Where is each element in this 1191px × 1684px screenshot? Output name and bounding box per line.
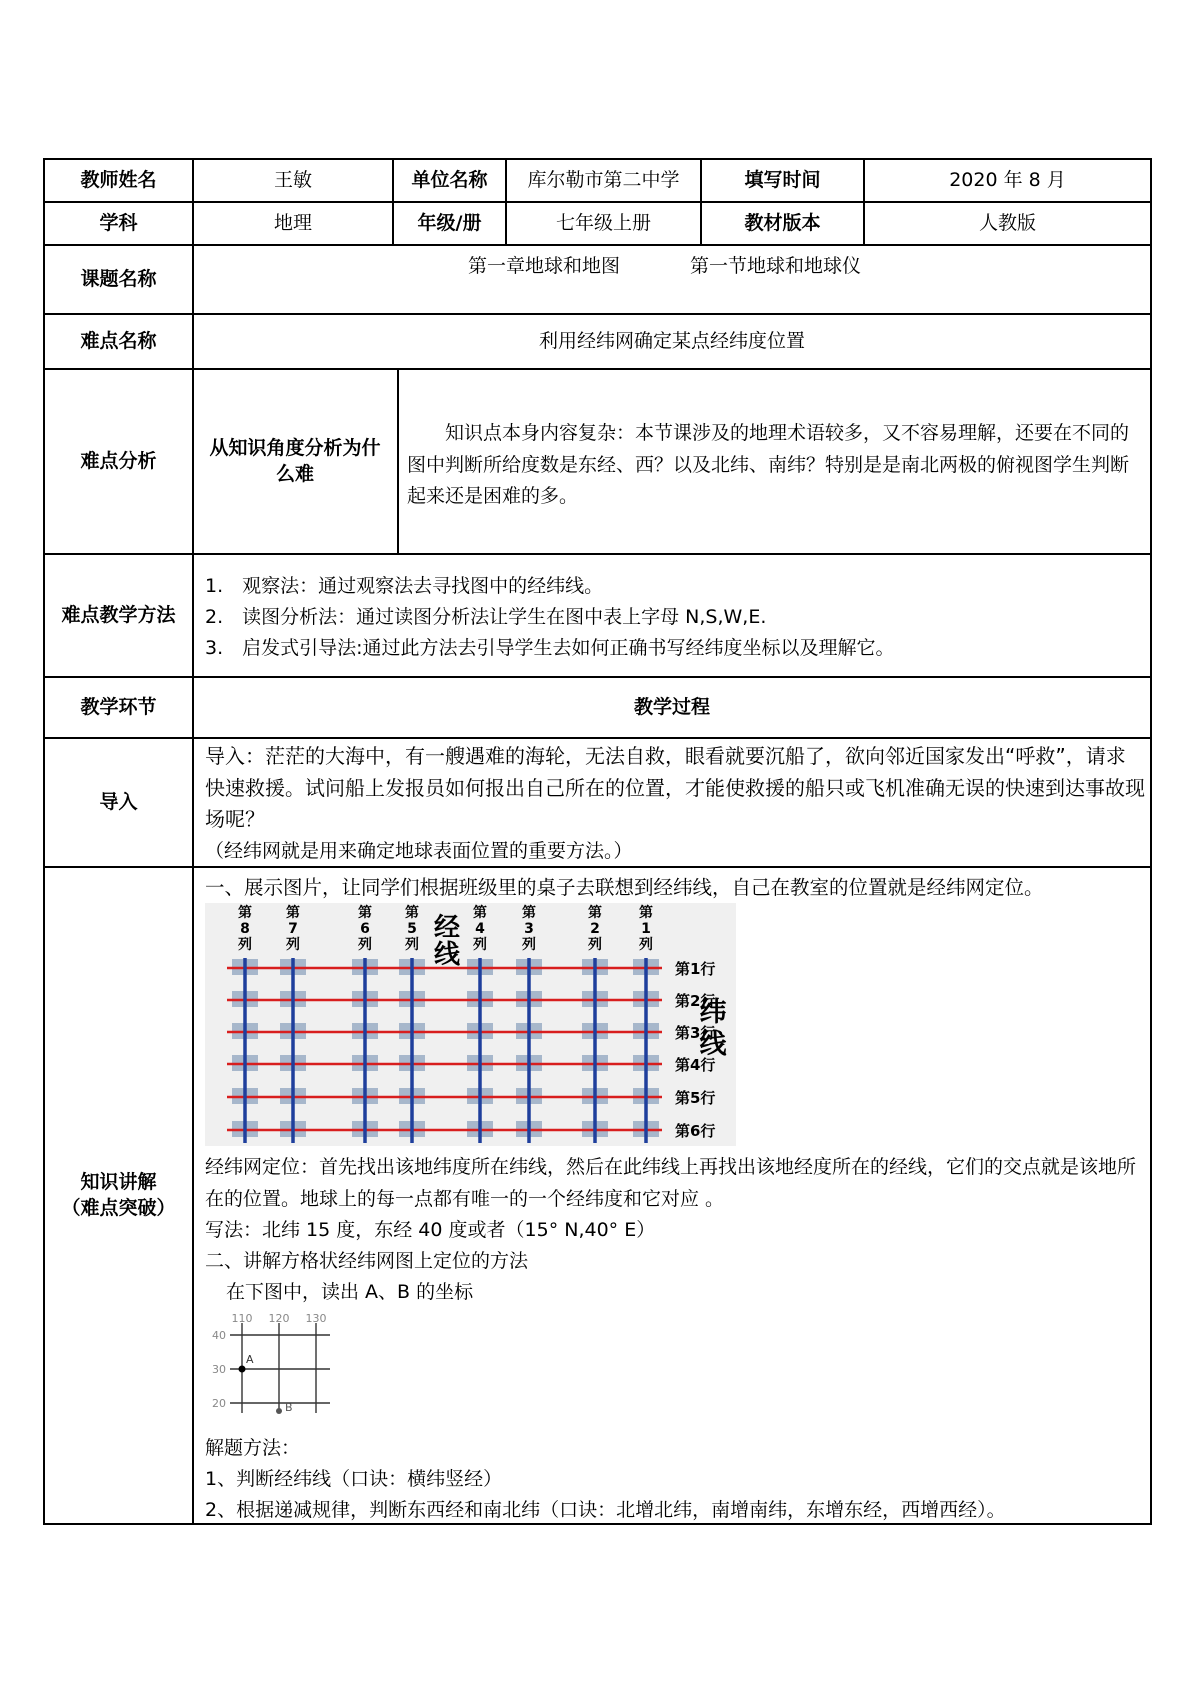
methods-label: 难点教学方法 (61, 603, 176, 626)
column-label: 第 (358, 905, 372, 921)
column-label: 第 (238, 905, 252, 921)
x-tick-label: 120 (268, 1313, 290, 1325)
column-label: 列 (639, 937, 653, 953)
point-b-marker (276, 1408, 282, 1414)
row-divider (43, 244, 1152, 246)
difficulty-label: 难点名称 (80, 329, 157, 352)
column-label: 5 (407, 921, 417, 937)
column-label: 列 (238, 937, 252, 953)
row-divider (43, 737, 1152, 739)
y-tick-label: 30 (212, 1363, 226, 1376)
x-tick-label: 110 (231, 1313, 253, 1325)
column-label: 列 (286, 937, 300, 953)
column-label: 第 (473, 905, 487, 921)
meridian-title-char: 线 (433, 940, 461, 970)
lat-long-grid-figure (212, 1313, 337, 1415)
method-item: 1. 观察法：通过观察法去寻找图中的经纬线。 (205, 575, 604, 597)
knowledge-p3: 写法：北纬 15 度，东经 40 度或者（15° N,40° E） (205, 1219, 656, 1241)
date-label: 填写时间 (744, 168, 821, 191)
process-label: 教学环节 (80, 695, 157, 718)
difficulty-value: 利用经纬网确定某点经纬度位置 (538, 329, 805, 352)
edition-value: 人教版 (978, 211, 1036, 234)
grade-label: 年级/册 (417, 211, 482, 234)
method-item: 2. 读图分析法：通过读图分析法让学生在图中表上字母 N,S,W,E. (205, 606, 767, 628)
x-tick-label: 130 (305, 1313, 327, 1325)
point-a-label: A (246, 1353, 254, 1366)
analysis-sub-label: 从知识角度分析为什么难 (209, 436, 381, 485)
column-label: 2 (590, 921, 600, 937)
edition-label: 教材版本 (744, 211, 821, 234)
column-label: 1 (641, 921, 651, 937)
knowledge-p8: 2、根据递减规律，判断东西经和南北纬（口诀：北增北纬，南增南纬，东增东经，西增西经）。 (205, 1499, 1006, 1521)
topic-section: 第一节地球和地球仪 (690, 255, 862, 277)
teacher-label: 教师姓名 (80, 168, 157, 191)
subject-value: 地理 (273, 211, 312, 234)
column-label: 第 (405, 905, 419, 921)
column-label: 列 (473, 937, 487, 953)
column-label: 列 (522, 937, 536, 953)
process-header: 教学过程 (633, 695, 710, 718)
column-label: 7 (288, 921, 298, 937)
row-label: 第2行 (675, 992, 716, 1010)
analysis-text: 知识点本身内容复杂：本节课涉及的地理术语较多，又不容易理解，还要在不同的图中判断所给度数是东经、西？以及北纬、南纬？特别是是南北两极的俯视图学生判断起来还是困难的多。 (407, 422, 1130, 507)
point-a-marker (239, 1366, 246, 1373)
column-label: 8 (240, 921, 250, 937)
desk-grid-figure (205, 903, 736, 1146)
column-label: 3 (524, 921, 534, 937)
knowledge-p7: 1、判断经纬线（口诀：横纬竖经） (205, 1468, 503, 1490)
analysis-label: 难点分析 (80, 449, 157, 472)
date-value: 2020 年 8 月 (949, 168, 1066, 191)
unit-name: 库尔勒市第二中学 (527, 168, 680, 191)
topic-label: 课题名称 (80, 267, 157, 290)
knowledge-p2: 经纬网定位：首先找出该地纬度所在纬线，然后在此纬线上再找出该地经度所在的经线，它们的交点就是该地所在的位置。地球上的每一点都有唯一的一个经纬度和它对应 。 (205, 1156, 1137, 1210)
knowledge-p4: 二、讲解方格状经纬网图上定位的方法 (205, 1250, 529, 1272)
row-label: 第5行 (675, 1089, 716, 1107)
row-label: 第1行 (675, 960, 716, 978)
row-divider (43, 553, 1152, 555)
column-label: 第 (588, 905, 602, 921)
row-label: 第3行 (675, 1024, 716, 1042)
column-label: 第 (639, 905, 653, 921)
column-label: 第 (286, 905, 300, 921)
knowledge-p1: 一、展示图片，让同学们根据班级里的桌子去联想到经纬线，自己在教室的位置就是经纬网定位。 (205, 876, 1044, 899)
teacher-name: 王敏 (273, 168, 312, 191)
knowledge-label-group (45, 868, 192, 1523)
column-label: 列 (358, 937, 372, 953)
point-b-label: B (285, 1401, 293, 1414)
col-divider (397, 368, 399, 553)
method-item: 3. 启发式引导法:通过此方法去引导学生去如何正确书写经纬度坐标以及理解它。 (205, 637, 895, 659)
unit-label: 单位名称 (411, 168, 488, 191)
column-label: 6 (360, 921, 370, 937)
column-label: 4 (475, 921, 485, 937)
y-tick-label: 40 (212, 1329, 226, 1342)
y-tick-label: 20 (212, 1397, 226, 1410)
intro-note: （经纬网就是用来确定地球表面位置的重要方法。） (205, 840, 633, 862)
meridian-title-char: 经 (433, 913, 461, 943)
parallel-title-char: 线 (699, 1029, 727, 1060)
knowledge-label: 知识讲解 (80, 1170, 157, 1193)
column-label: 列 (588, 937, 602, 953)
column-label: 列 (405, 937, 419, 953)
knowledge-sub-label: （难点突破） (61, 1196, 176, 1219)
row-label: 第4行 (675, 1056, 716, 1074)
intro-label: 导入 (99, 790, 138, 813)
knowledge-p5: 在下图中，读出 A、B 的坐标 (226, 1281, 474, 1303)
intro-text: 导入：茫茫的大海中，有一艘遇难的海轮，无法自救，眼看就要沉船了，欲向邻近国家发出“呼救”，请求快速救援。试问船上发报员如何报出自己所在的位置，才能使救援的船只或飞机准确无误的快速到达事故现场呢？ (205, 744, 1145, 831)
row-label: 第6行 (675, 1122, 716, 1140)
grade-value: 七年级上册 (555, 211, 651, 234)
column-label: 第 (522, 905, 536, 921)
parallel-title-char: 纬 (699, 997, 727, 1028)
subject-label: 学科 (99, 211, 138, 234)
topic-chapter: 第一章地球和地图 (468, 255, 621, 277)
knowledge-p6: 解题方法： (205, 1437, 301, 1459)
